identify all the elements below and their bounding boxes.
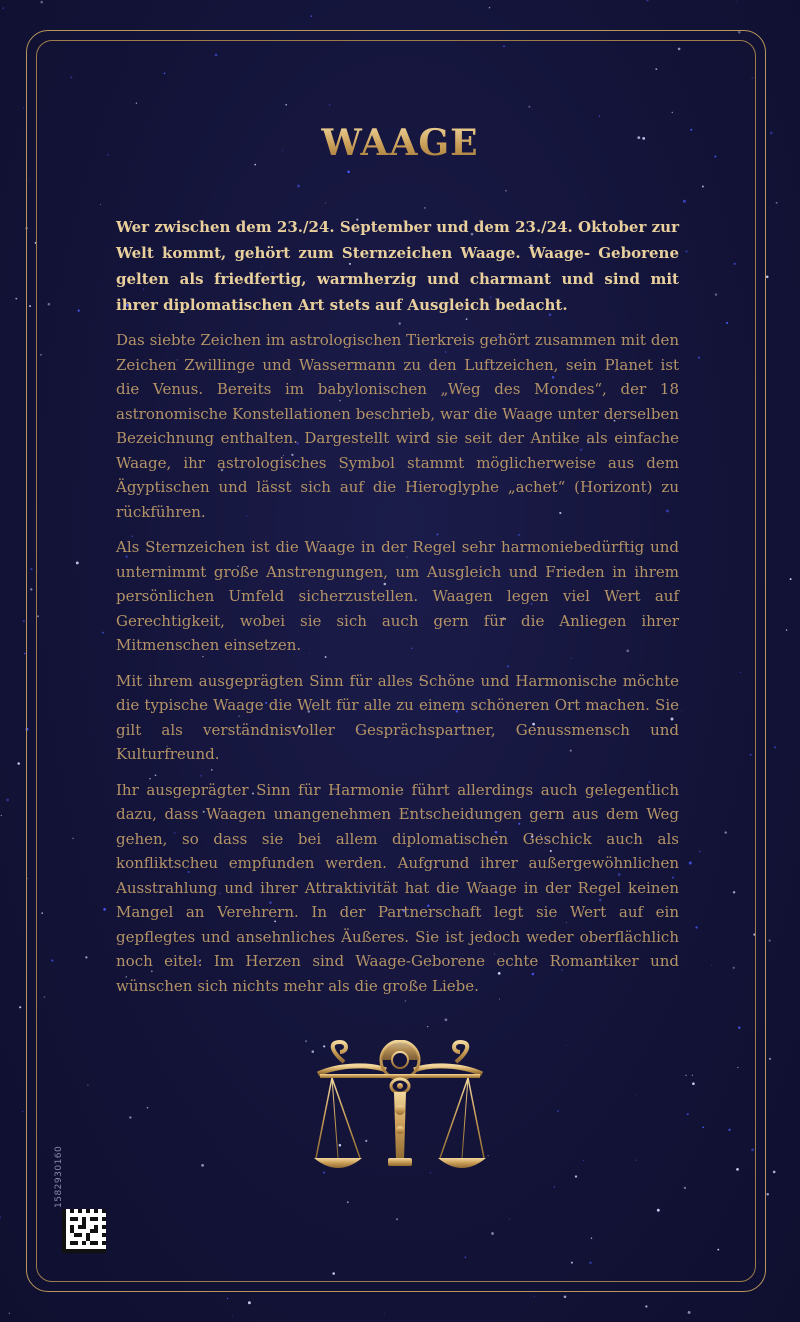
paragraph-2: Als Sternzeichen ist die Waage in der Regel sehr harmoniebedürftig und unternimmt große Anstrengungen, um Ausgleich und Frieden in ihrem persönlichen Umfeld sicherzustellen. Waagen legen viel Wert auf Gerechtigkeit, wobei sie sich auch gern für die Anliegen ihrer Mitmenschen einsetzen. <box>116 538 679 654</box>
body-text <box>116 214 679 1009</box>
star <box>232 1315 233 1316</box>
paragraph-4: Ihr ausgeprägter Sinn für Harmonie führt allerdings auch gelegentlich dazu, dass Waagen unangenehmen Entscheidungen gern aus dem Weg gehen, so dass sie bei allem diplomatischen Geschick auch als konfliktscheu empfunden werden. Aufgrund ihrer außergewöhnlichen Ausstrahlung und ihrer Attraktivität hat die Waage in der Regel keinen Mangel an Verehrern. In der Partnerschaft legt sie Wert auf ein gepflegtes und ansehnliches Äußeres. Sie ist jedoch weder oberflächlich noch eitel: Im Herzen sind Waage-Geborene echte Romantiker und wünschen sich nichts mehr als die große Liebe. <box>116 780 679 995</box>
star <box>646 0 648 2</box>
page-title: WAAGE <box>0 122 800 164</box>
star <box>22 1111 23 1112</box>
paragraph-1: Das siebte Zeichen im astrologischen Tierkreis gehört zusammen mit den Zeichen Zwillinge und Wassermann zu den Luftzeichen, sein Planet ist die Venus. Bereits im babylonischen „Weg des Mondes“, der 18 astronomische Konstellationen beschrieb, war die Waage unter derselben Bezeichnung enthalten. Dargestellt wird sie seit der Antike als einfache Waage, ihr astrologisches Symbol stammt möglicherweise aus dem Ägyptischen und lässt sich auf die Hieroglyphe „achet“ (Horizont) zu rückführen. <box>116 331 679 521</box>
star <box>688 1311 691 1314</box>
product-code: 1582930160 <box>54 1145 64 1208</box>
star <box>6 798 9 801</box>
star <box>489 7 490 8</box>
star <box>23 108 24 109</box>
star <box>384 1313 385 1314</box>
star <box>248 1301 251 1304</box>
star <box>311 15 313 17</box>
star <box>564 1295 567 1298</box>
star <box>227 1298 228 1299</box>
star <box>40 1 43 4</box>
star <box>776 202 778 204</box>
star <box>23 620 25 622</box>
libra-scales-icon <box>310 1040 490 1180</box>
star <box>645 1305 647 1307</box>
paragraph-3: Mit ihrem ausgeprägten Sinn für alles Schöne und Harmonische möchte die typische Waage die Welt für alle zu einem schöneren Ort machen. Sie gilt als verständnisvoller Gesprächspartner, Genussmensch und Kulturfreund. <box>116 671 679 763</box>
intro-paragraph: Wer zwischen dem 23./24. September und dem 23./24. Oktober zur Welt kommt, gehört zum Sternzeichen Waage. Waage- Geborene gelten als friedfertig, warmherzig und charmant und sind mit ihrer diplomatischen Art stets auf Ausgleich bedacht. <box>116 218 679 314</box>
star <box>773 1171 776 1174</box>
star <box>786 629 787 630</box>
star <box>534 1296 535 1297</box>
data-matrix-code <box>62 1209 106 1253</box>
star <box>19 1006 21 1008</box>
star <box>790 578 792 580</box>
star <box>766 1193 769 1196</box>
star <box>769 940 771 942</box>
star <box>766 275 769 278</box>
star <box>9 1313 10 1314</box>
star <box>1 815 2 816</box>
star <box>2 7 4 9</box>
star <box>769 1058 771 1060</box>
star <box>736 1 737 2</box>
star <box>0 1217 1 1218</box>
star <box>774 746 776 748</box>
star <box>15 298 17 300</box>
star <box>17 762 20 765</box>
